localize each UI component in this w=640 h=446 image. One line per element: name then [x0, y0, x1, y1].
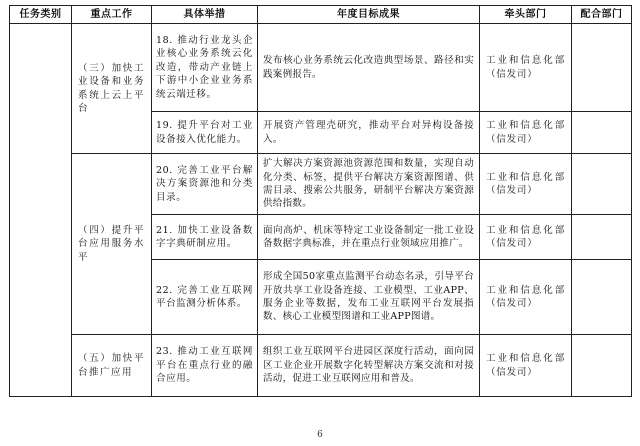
- coop-dept-21: [572, 215, 632, 260]
- goal-20: 扩大解决方案资源池资源范围和数量，实现自动化分类、标签，提供平台解决方案资源图谱、供需目录、搜索公共服务，研制平台解决方案资源供给指数。: [258, 154, 480, 215]
- coop-dept-20: [572, 154, 632, 215]
- goal-22: 形成全国50家重点监测平台动态名录，引导平台开放共享工业设备连接、工业模型、工业APP、服务企业等数据，发布工业互联网平台发展指数、核心工业模型图谱和工业APP图谱。: [258, 260, 480, 335]
- lead-dept-20: 工业和信息化部（信发司）: [480, 154, 572, 215]
- table-row: [10, 335, 632, 397]
- key-work-cloud: （三）加快工业设备和业务系统上云上平台: [72, 24, 152, 154]
- header-annual-goals: 年度目标成果: [258, 6, 480, 24]
- coop-dept-18: [572, 24, 632, 112]
- key-work-promotion: （五）加快平台推广应用: [72, 335, 152, 397]
- lead-dept-22: 工业和信息化部（信发司）: [480, 260, 572, 335]
- goal-23: 组织工业互联网平台进园区深度行活动，面向园区工业企业开展数字化转型解决方案交流和对接活动，促进工业互联网应用和普及。: [258, 335, 480, 397]
- measure-22: 22. 完善工业互联网平台监测分析体系。: [152, 260, 258, 335]
- lead-dept-19: 工业和信息化部（信发司）: [480, 112, 572, 154]
- key-work-platform-service: （四）提升平台应用服务水平: [72, 154, 152, 335]
- table-row: [10, 24, 632, 112]
- measure-18: 18. 推动行业龙头企业核心业务系统云化改造，带动产业链上下游中小企业业务系统云端迁移。: [152, 24, 258, 112]
- goal-19: 开展资产管理壳研究，推动平台对异构设备接入。: [258, 112, 480, 154]
- lead-dept-21: 工业和信息化部（信发司）: [480, 215, 572, 260]
- goal-21: 面向高炉、机床等特定工业设备制定一批工业设备数据字典标准，并在重点行业领域应用推广。: [258, 215, 480, 260]
- coop-dept-23: [572, 335, 632, 397]
- coop-dept-22: [572, 260, 632, 335]
- header-lead-dept: 牵头部门: [480, 6, 572, 24]
- measure-19: 19. 提升平台对工业设备接入优化能力。: [152, 112, 258, 154]
- lead-dept-18: 工业和信息化部（信发司）: [480, 24, 572, 112]
- measure-21: 21. 加快工业设备数字字典研制应用。: [152, 215, 258, 260]
- goal-18: 发布核心业务系统云化改造典型场景、路径和实践案例报告。: [258, 24, 480, 112]
- header-coop-dept: 配合部门: [572, 6, 632, 24]
- task-table: [9, 5, 632, 397]
- header-task-category: 任务类别: [10, 6, 72, 24]
- measure-23: 23. 推动工业互联网平台在重点行业的融合应用。: [152, 335, 258, 397]
- measure-20: 20. 完善工业平台解决方案资源池和分类目录。: [152, 154, 258, 215]
- table-row: [10, 154, 632, 215]
- header-measures: 具体举措: [152, 6, 258, 24]
- header-key-work: 重点工作: [72, 6, 152, 24]
- task-category-cell: [10, 24, 72, 397]
- table-header-row: [10, 6, 632, 24]
- page-number: 6: [317, 430, 323, 440]
- coop-dept-19: [572, 112, 632, 154]
- lead-dept-23: 工业和信息化部（信发司）: [480, 335, 572, 397]
